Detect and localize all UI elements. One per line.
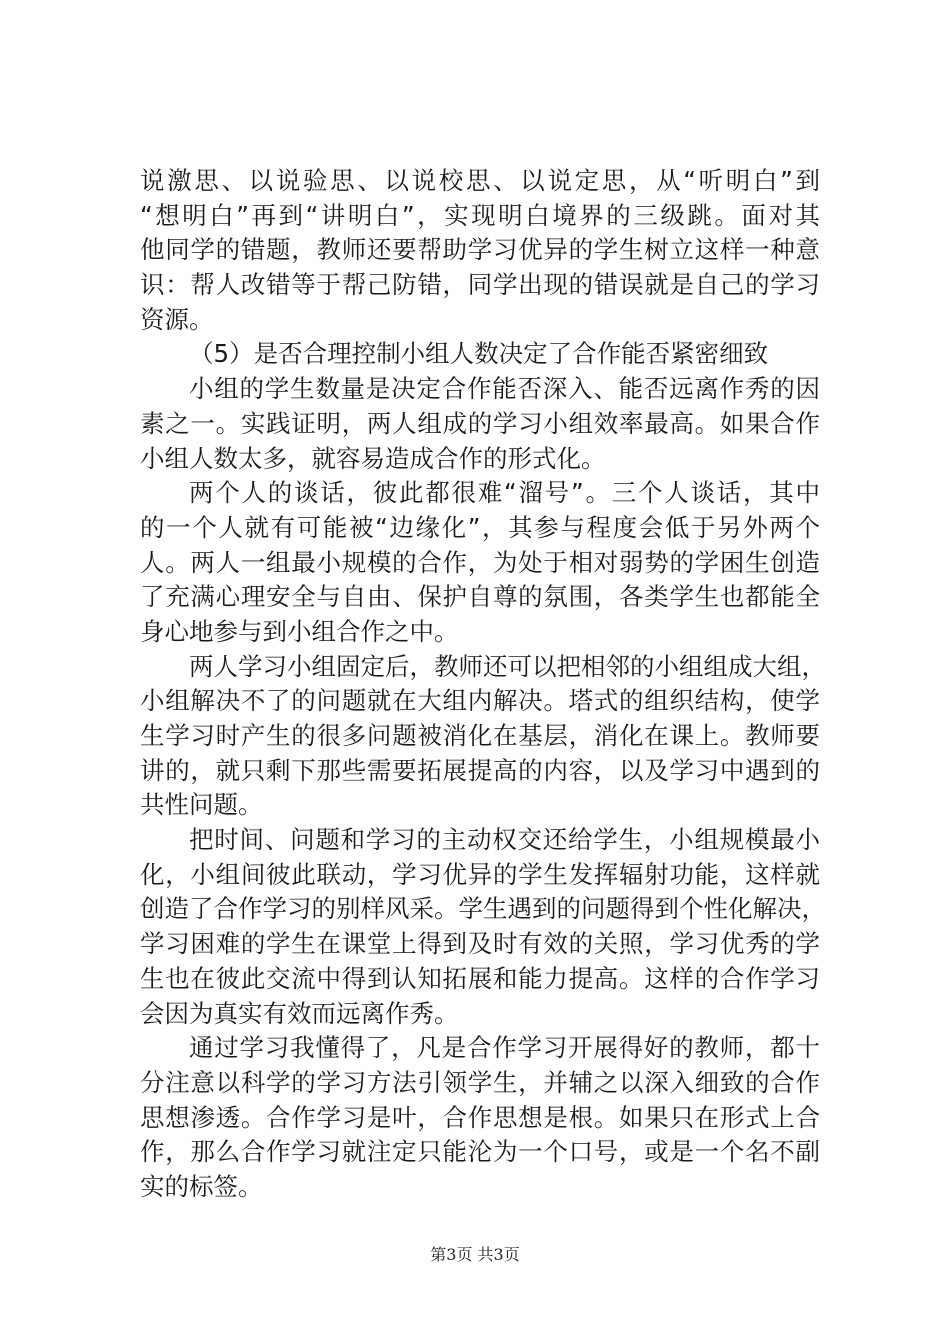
text-line: 小组的学生数量是决定合作能否深入、能否远离作秀的因 bbox=[189, 374, 820, 404]
text-line: 会因为真实有效而远离作秀。 bbox=[140, 998, 459, 1028]
text-line: 的一个人就有可能被“边缘化”，其参与程度会低于另外两个 bbox=[140, 512, 820, 542]
text-line: 识：帮人改错等于帮己防错，同学出现的错误就是自己的学习 bbox=[140, 270, 820, 300]
page-footer bbox=[0, 1244, 950, 1266]
text-line: 创造了合作学习的别样风采。学生遇到的问题得到个性化解决， bbox=[140, 894, 826, 924]
text-line: 化，小组间彼此联动，学习优异的学生发挥辐射功能，这样就 bbox=[140, 859, 820, 889]
page-number-label: 第3页 共3页 bbox=[430, 1245, 520, 1264]
text-line: 作，那么合作学习就注定只能沦为一个口号，或是一个名不副 bbox=[140, 1137, 820, 1167]
text-line: 把时间、问题和学习的主动权交还给学生，小组规模最小 bbox=[189, 825, 820, 855]
text-line: 生学习时产生的很多问题被消化在基层，消化在课上。教师要 bbox=[140, 721, 820, 750]
text-line: 资源。 bbox=[140, 304, 214, 334]
text-line: 共性问题。 bbox=[140, 790, 263, 820]
text-line: 人。两人一组最小规模的合作，为处于相对弱势的学困生创造 bbox=[140, 547, 820, 577]
text-line: 他同学的错题，教师还要帮助学习优异的学生树立这样一种意 bbox=[140, 235, 820, 265]
text-line: 分注意以科学的学习方法引领学生，并辅之以深入细致的合作 bbox=[140, 1067, 820, 1097]
text-line: 小组人数太多，就容易造成合作的形式化。 bbox=[140, 443, 606, 473]
text-line: “想明白”再到“讲明白”，实现明白境界的三级跳。面对其 bbox=[140, 200, 820, 230]
text-line: 说激思、以说验思、以说校思、以说定思，从“听明白”到 bbox=[140, 166, 820, 195]
text-line: 实的标签。 bbox=[140, 1171, 263, 1201]
body-text bbox=[140, 164, 826, 1205]
text-line: 了充满心理安全与自由、保护自尊的氛围，各类学生也都能全 bbox=[140, 582, 820, 612]
text-line: 思想渗透。合作学习是叶，合作思想是根。如果只在形式上合 bbox=[140, 1102, 820, 1132]
text-line: 素之一。实践证明，两人组成的学习小组效率最高。如果合作 bbox=[140, 408, 820, 438]
section-heading: （5）是否合理控制小组人数决定了合作能否紧密细致 bbox=[189, 339, 769, 369]
text-line: 两人学习小组固定后，教师还可以把相邻的小组组成大组， bbox=[189, 651, 826, 681]
text-line: 讲的，就只剩下那些需要拓展提高的内容，以及学习中遇到的 bbox=[140, 755, 820, 785]
text-line: 通过学习我懂得了，凡是合作学习开展得好的教师，都十 bbox=[189, 1033, 820, 1063]
text-line: 小组解决不了的问题就在大组内解决。塔式的组织结构，使学 bbox=[140, 686, 820, 716]
text-line: 生也在彼此交流中得到认知拓展和能力提高。这样的合作学习 bbox=[140, 963, 820, 993]
text-line: 两个人的谈话，彼此都很难“溜号”。三个人谈话，其中 bbox=[189, 478, 820, 508]
text-line: 学习困难的学生在课堂上得到及时有效的关照，学习优秀的学 bbox=[140, 929, 820, 959]
text-line: 身心地参与到小组合作之中。 bbox=[140, 616, 459, 646]
